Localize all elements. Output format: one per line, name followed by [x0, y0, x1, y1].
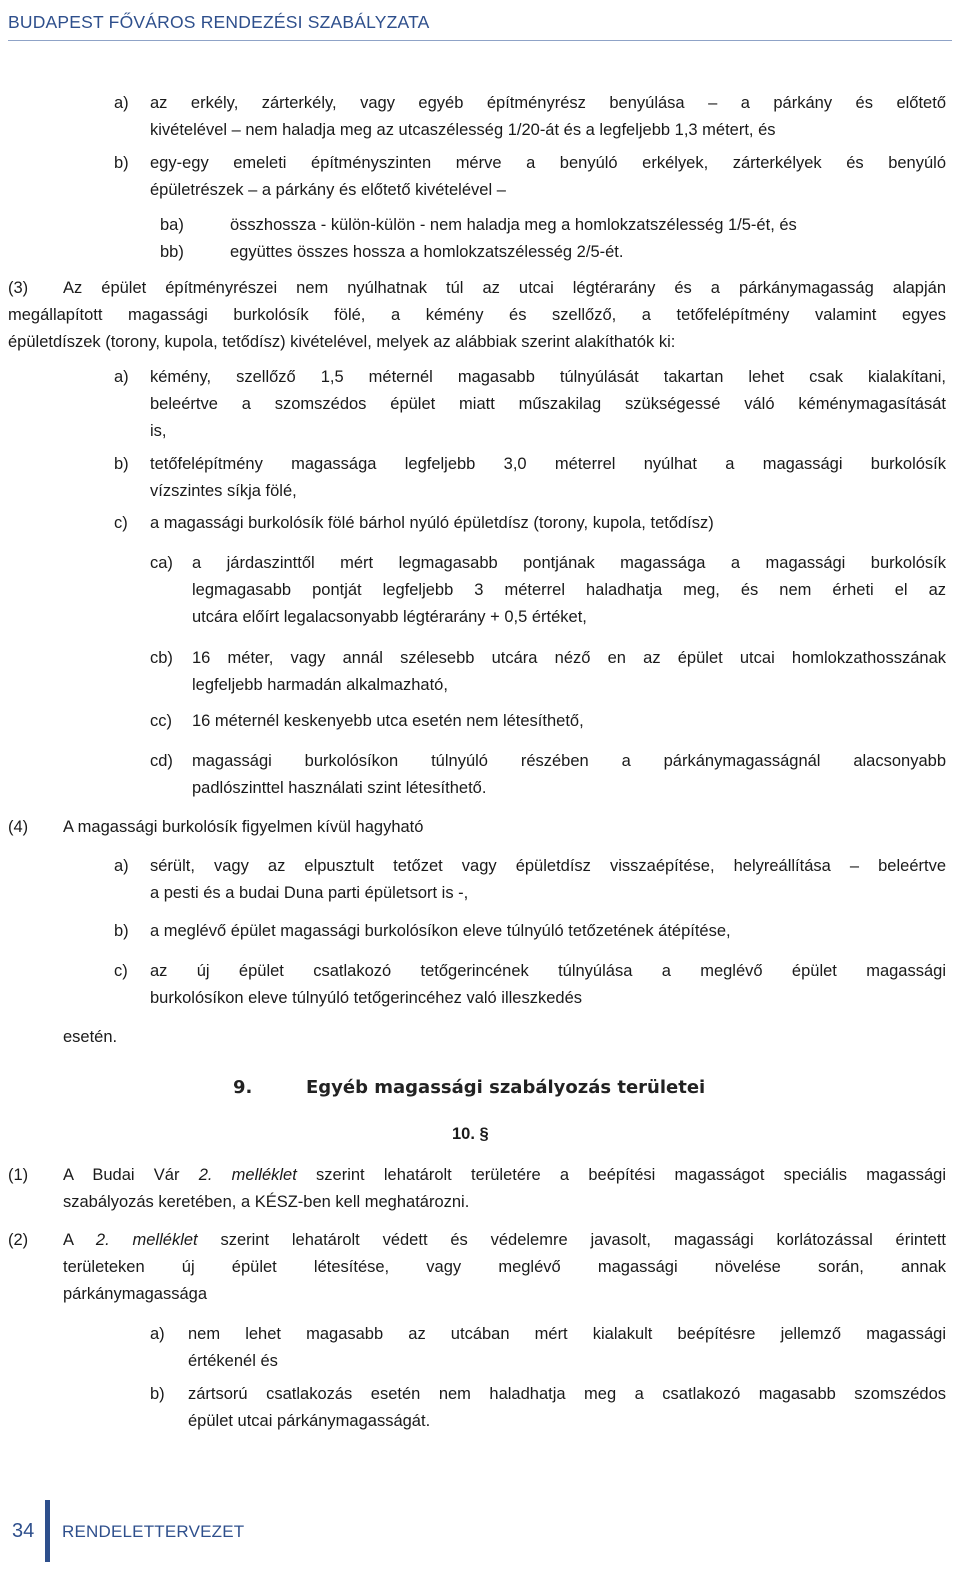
- p4-label: (4): [8, 818, 29, 836]
- item-b-line2: épületrészek – a párkány és előtető kivételével –: [150, 181, 506, 199]
- page-header: [8, 6, 952, 41]
- s2-annex-ref: 2. melléklet: [95, 1231, 198, 1249]
- p3-cb-line1: 16 méter, vagy annál szélesebb utcára néző en az épület utcai homlokzathosszának: [192, 649, 946, 667]
- paragraph-number: 10. §: [452, 1125, 489, 1143]
- p4-c-line1: az új épület csatlakozó tetőgerincének túlnyúlása a meglévő épület magassági: [150, 962, 946, 980]
- p3-a-label: a): [114, 368, 129, 386]
- p3-line2: megállapított magassági burkolósík fölé, a kémény és szellőző, a tetőfelépítmény valamint egyes: [8, 306, 946, 324]
- s1-label: (1): [8, 1166, 29, 1184]
- p4-text: A magassági burkolósík figyelmen kívül hagyható: [63, 818, 424, 836]
- s2-line1-a: A: [63, 1231, 96, 1249]
- p4-b-label: b): [114, 922, 129, 940]
- footer-divider: [45, 1500, 50, 1562]
- p3-line1: Az épület építményrészei nem nyúlhatnak túl az utcai légtérarány és a párkánymagasság alapján: [63, 279, 946, 297]
- p3-label: (3): [8, 279, 29, 297]
- p3-ca-label: ca): [150, 554, 173, 572]
- s1-line1-b: szerint lehatárolt területére a beépítési magasságot speciális magassági: [296, 1166, 946, 1184]
- p3-cb-label: cb): [150, 649, 173, 667]
- p3-b-line2: vízszintes síkja fölé,: [150, 482, 297, 500]
- p4-c-line2: burkolósíkon eleve túlnyúló tetőgerincéhez való illeszkedés: [150, 989, 583, 1007]
- p3-ca-line1: a járdaszinttől mért legmagasabb pontjának magassága a magassági burkolósík: [192, 554, 946, 572]
- s2-b-line2: épület utcai párkánymagasságát.: [188, 1412, 431, 1430]
- p3-cc-text: 16 méternél keskenyebb utca esetén nem létesíthető,: [192, 712, 584, 730]
- s1-annex-ref: 2. melléklet: [198, 1166, 297, 1184]
- s2-label: (2): [8, 1231, 29, 1249]
- p3-c-text: a magassági burkolósík fölé bárhol nyúló épületdísz (torony, kupola, tetődísz): [150, 514, 714, 532]
- p3-cd-line1: magassági burkolósíkon túlnyúló részében a párkánymagasságnál alacsonyabb: [192, 752, 946, 770]
- s2-a-line2: értékenél és: [188, 1352, 278, 1370]
- p3-ca-line3: utcára előírt legalacsonyabb légtérarány + 0,5 értéket,: [192, 608, 587, 626]
- item-bb-label: bb): [160, 243, 184, 261]
- p3-a-line2: beleértve a szomszédos épület miatt műszakilag szükségessé váló kéménymagasítását: [150, 395, 946, 413]
- s1-line2: szabályozás keretében, a KÉSZ-ben kell meghatározni.: [63, 1193, 470, 1211]
- item-ba-text: összhossza - külön-külön - nem haladja meg a homlokzatszélesség 1/5-ét, és: [230, 216, 797, 234]
- p3-line3: épületdíszek (torony, kupola, tetődísz) kivételével, melyek az alábbiak szerint alakíthatók ki:: [8, 333, 676, 351]
- p3-b-line1: tetőfelépítmény magassága legfeljebb 3,0 méterrel nyúlhat a magassági burkolósík: [150, 455, 946, 473]
- p4-closing: esetén.: [63, 1028, 118, 1046]
- s2-line2: területeken új épület létesítése, vagy meglévő magassági növelése során, annak: [63, 1258, 946, 1276]
- item-a-label: a): [114, 94, 129, 112]
- section-number: 9.: [233, 1077, 253, 1098]
- p4-a-label: a): [114, 857, 129, 875]
- p3-b-label: b): [114, 455, 129, 473]
- page-number: 34: [12, 1520, 35, 1542]
- p3-cb-line2: legfeljebb harmadán alkalmazható,: [192, 676, 448, 694]
- p4-c-label: c): [114, 962, 128, 980]
- s2-a-label: a): [150, 1325, 165, 1343]
- p3-ca-line2: legmagasabb pontját legfeljebb 3 méterrel haladhatja meg, és nem érheti el az: [192, 581, 946, 599]
- s1-line1: [63, 1162, 946, 1189]
- p3-a-line3: is,: [150, 422, 167, 440]
- p4-a-line2: a pesti és a budai Duna parti épületsort is -,: [150, 884, 469, 902]
- footer-label: RENDELETTERVEZET: [62, 1522, 245, 1541]
- item-ba-label: ba): [160, 216, 184, 234]
- p3-a-line1: kémény, szellőző 1,5 méternél magasabb túlnyúlását takartan lehet csak kialakítani,: [150, 368, 946, 386]
- item-b-line1: egy-egy emeleti építményszinten mérve a benyúló erkélyek, zárterkélyek és benyúló: [150, 154, 946, 172]
- s2-line1-b: szerint lehatárolt védett és védelemre javasolt, magassági korlátozással érintett: [197, 1231, 947, 1249]
- item-a-line2: kivételével – nem haladja meg az utcaszélesség 1/20-át és a legfeljebb 1,3 métert, és: [150, 121, 776, 139]
- p3-c-label: c): [114, 514, 128, 532]
- item-a-line1: az erkély, zárterkély, vagy egyéb építményrész benyúlása – a párkány és előtető: [150, 94, 946, 112]
- p4-b-text: a meglévő épület magassági burkolósíkon eleve túlnyúló tetőzetének átépítése,: [150, 922, 731, 940]
- section-title: Egyéb magassági szabályozás területei: [306, 1077, 706, 1098]
- s2-a-line1: nem lehet magasabb az utcában mért kialakult beépítésre jellemző magassági: [188, 1325, 946, 1343]
- s1-line1-a: A Budai Vár: [63, 1166, 199, 1184]
- s2-line1: [63, 1227, 946, 1254]
- header-title: BUDAPEST FŐVÁROS RENDEZÉSI SZABÁLYZATA: [8, 12, 430, 32]
- p4-a-line1: sérült, vagy az elpusztult tetőzet vagy épületdísz visszaépítése, helyreállítása – beleértve: [150, 857, 946, 875]
- item-b-label: b): [114, 154, 129, 172]
- p3-cd-line2: padlószinttel használati szint létesíthető.: [192, 779, 487, 797]
- p3-cc-label: cc): [150, 712, 172, 730]
- s2-line3: párkánymagassága: [63, 1285, 208, 1303]
- s2-b-label: b): [150, 1385, 165, 1403]
- p3-cd-label: cd): [150, 752, 173, 770]
- s2-b-line1: zártsorú csatlakozás esetén nem haladhatja meg a csatlakozó magasabb szomszédos: [188, 1385, 946, 1403]
- item-bb-text: együttes összes hossza a homlokzatszélesség 2/5-ét.: [230, 243, 624, 261]
